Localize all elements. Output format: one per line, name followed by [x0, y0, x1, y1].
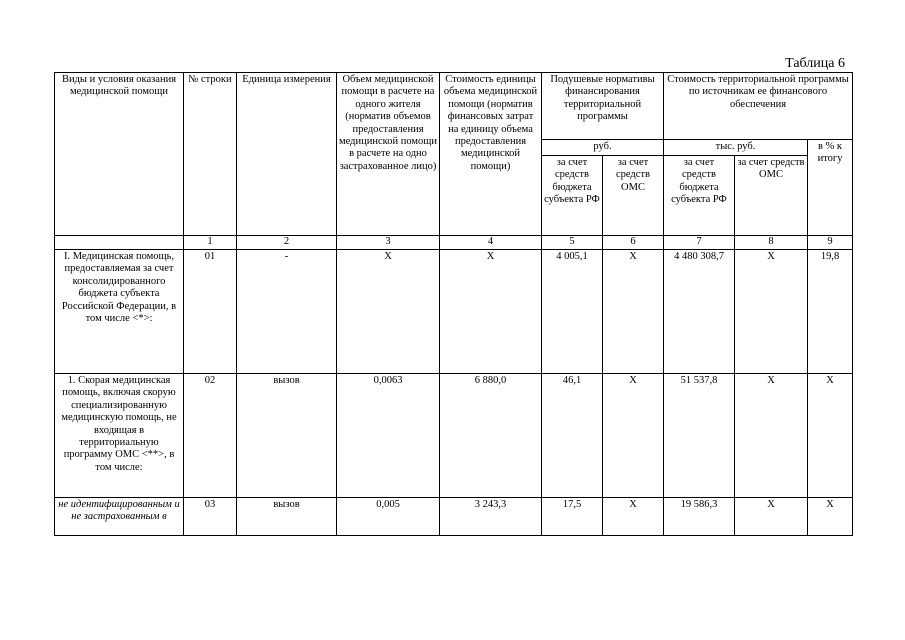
table-row [55, 374, 853, 498]
row-tc-budget: 51 537,8 [664, 374, 735, 498]
header-kind: Виды и условия оказания медицинской помощи [55, 73, 184, 236]
row-pc-oms: X [603, 250, 664, 374]
funding-table [54, 72, 853, 536]
row-percent: X [808, 374, 853, 498]
column-number: 9 [808, 236, 853, 250]
column-number: 6 [603, 236, 664, 250]
table-row [55, 498, 853, 536]
header-unit: Единица измерения [237, 73, 337, 236]
row-pc-budget: 4 005,1 [542, 250, 603, 374]
row-percent: 19,8 [808, 250, 853, 374]
row-number: 01 [184, 250, 237, 374]
row-unit-cost: X [440, 250, 542, 374]
row-unit-cost: 3 243,3 [440, 498, 542, 536]
row-tc-oms: X [735, 250, 808, 374]
header-pc-budget: за счет средств бюджета субъекта РФ [542, 156, 603, 236]
row-pc-oms: X [603, 498, 664, 536]
row-name: I. Медицинская помощь, предоставляемая за счет консолидированного бюджета субъекта Российской Федерации, в том числе <*>: [55, 250, 184, 374]
row-percent: X [808, 498, 853, 536]
row-name: 1. Скорая медицинская помощь, включая скорую специализированную медицинскую помощь, не входящая в территориальную программу ОМС <**>, в том числе: [55, 374, 184, 498]
column-number: 8 [735, 236, 808, 250]
row-volume: X [337, 250, 440, 374]
header-program-cost: Стоимость территориальной программы по источникам ее финансового обеспечения [664, 73, 853, 140]
row-tc-budget: 19 586,3 [664, 498, 735, 536]
row-volume: 0,005 [337, 498, 440, 536]
row-unit: вызов [237, 498, 337, 536]
column-number: 5 [542, 236, 603, 250]
column-number-empty [55, 236, 184, 250]
row-pc-budget: 46,1 [542, 374, 603, 498]
column-number: 4 [440, 236, 542, 250]
row-tc-budget: 4 480 308,7 [664, 250, 735, 374]
row-name: не идентифицированным и не застрахованным в [55, 498, 184, 536]
row-number: 02 [184, 374, 237, 498]
row-number: 03 [184, 498, 237, 536]
header-tc-oms: за счет средств ОМС [735, 156, 808, 236]
column-number: 7 [664, 236, 735, 250]
row-unit-cost: 6 880,0 [440, 374, 542, 498]
header-volume: Объем медицинской помощи в расчете на одного жителя (норматив объемов предоставления медицинской помощи в расчете на одно застрахованное лицо) [337, 73, 440, 236]
header-percent: в % к итогу [808, 140, 853, 236]
table-caption: Таблица 6 [785, 56, 845, 71]
row-unit: - [237, 250, 337, 374]
row-pc-budget: 17,5 [542, 498, 603, 536]
header-per-capita: Подушевые нормативы финансирования территориальной программы [542, 73, 664, 140]
row-tc-oms: X [735, 374, 808, 498]
header-pc-oms: за счет средств ОМС [603, 156, 664, 236]
column-number-row [55, 236, 853, 250]
table-row [55, 250, 853, 374]
header-unit-thousand-rub: тыс. руб. [664, 140, 808, 156]
row-tc-oms: X [735, 498, 808, 536]
column-number: 2 [237, 236, 337, 250]
row-unit: вызов [237, 374, 337, 498]
header-unit-rub: руб. [542, 140, 664, 156]
header-row-number: № строки [184, 73, 237, 236]
header-tc-budget: за счет средств бюджета субъекта РФ [664, 156, 735, 236]
column-number: 1 [184, 236, 237, 250]
column-number: 3 [337, 236, 440, 250]
row-volume: 0,0063 [337, 374, 440, 498]
row-pc-oms: X [603, 374, 664, 498]
header-unit-cost: Стоимость единицы объема медицинской помощи (норматив финансовых затрат на единицу объема предоставления медицинской помощи) [440, 73, 542, 236]
